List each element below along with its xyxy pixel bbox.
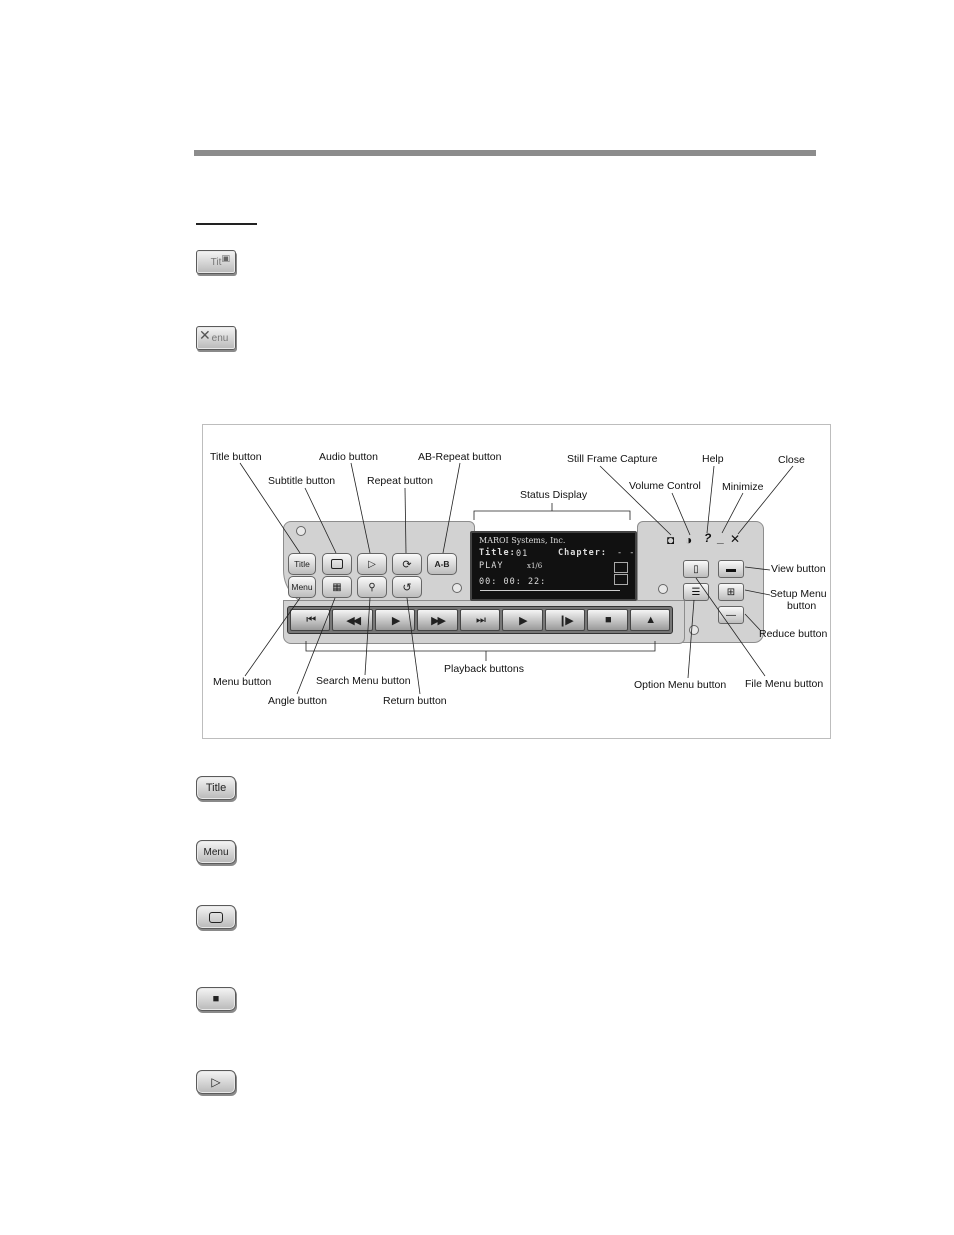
camera-icon: ▦ [332,581,342,593]
step-icon: ❙▶ [558,614,572,627]
minimize-icon[interactable]: _ [717,531,724,545]
fast-forward-icon: ▶▶ [431,614,444,627]
skip-back-icon: ⏮ [306,613,315,626]
callout-ab-repeat-button: AB-Repeat button [418,451,502,463]
callout-angle-button: Angle button [268,695,327,707]
volume-icon[interactable]: ◑ [685,533,693,547]
lock-icon: ▣ [221,253,230,263]
callout-audio-button: Audio button [319,451,378,463]
cross-icon: ✕ [199,327,211,343]
camera-icon: ■ [212,993,220,1005]
callout-volume-control: Volume Control [629,480,701,492]
callout-setup-menu-line2: button [787,600,817,612]
subtitle-button-icon [196,905,236,929]
reduce-icon: — [726,609,736,621]
magnifier-icon: ⚲ [368,581,376,593]
document-icon: ▯ [693,563,699,575]
callout-reduce-button: Reduce button [759,628,828,640]
list-icon: ☰ [691,586,701,598]
display-speed: x1/6 [527,562,543,570]
callout-return-button: Return button [383,695,447,707]
callout-subtitle-button: Subtitle button [268,475,336,487]
callout-option-menu-button: Option Menu button [634,679,727,691]
play-icon: ▶ [391,614,399,627]
callout-menu-button: Menu button [213,676,272,688]
callout-status-display: Status Display [520,489,588,501]
display-chapter-value: - - [617,548,636,558]
return-icon: ↺ [402,581,412,594]
setup-icon: ⊞ [726,586,736,598]
menu-button-icon: Menu [196,840,236,864]
audio-icon: ▷ [211,1075,221,1089]
skip-forward-icon: ⏭ [476,613,484,626]
display-time: 00: 00: 22: [479,577,547,587]
eject-icon: ▲ [645,614,655,626]
callout-repeat-button: Repeat button [367,475,433,487]
callout-minimize: Minimize [722,481,764,493]
player-menu-button[interactable]: Menu [288,576,316,598]
display-chapter-label: Chapter: [558,548,607,558]
audio-icon: ▷ [368,558,376,570]
title-button-icon: Title [196,776,236,800]
callout-title-button: Title button [210,451,262,463]
player-title-button[interactable]: Title [288,553,316,575]
help-icon[interactable]: ? [704,531,712,545]
subtitle-icon [209,912,223,923]
callout-setup-menu-line1: Setup Menu [770,588,827,600]
callout-close: Close [778,454,805,466]
display-play-state: PLAY [479,561,504,571]
stop-icon: ■ [604,614,610,626]
callout-file-menu-button: File Menu button [745,678,824,690]
view-icon: ▬ [726,563,736,575]
slow-icon: ▶ [519,614,526,627]
camera-capture-icon[interactable]: ◘ [667,533,675,547]
display-title-value: 01 [516,549,529,559]
callout-view-button: View button [771,563,826,575]
disabled-menu-button-icon: ✕ enu [196,326,236,350]
callout-still-frame-capture: Still Frame Capture [567,453,658,465]
disabled-title-button-icon: Tit ▣ [196,250,236,274]
angle-button-icon [196,987,236,1011]
repeat-icon: ⟳ [402,558,412,571]
callout-help: Help [702,453,724,465]
display-title-label: Title: [479,548,516,558]
callout-search-menu-button: Search Menu button [316,675,411,687]
callout-playback-buttons: Playback buttons [444,663,524,675]
display-company: MAROI Systems, Inc. [479,536,566,545]
audio-button-icon [196,1070,236,1094]
close-icon[interactable]: ✕ [730,532,741,546]
rewind-icon: ◀◀ [346,614,360,627]
player-ab-repeat-button[interactable]: A-B [427,553,457,575]
